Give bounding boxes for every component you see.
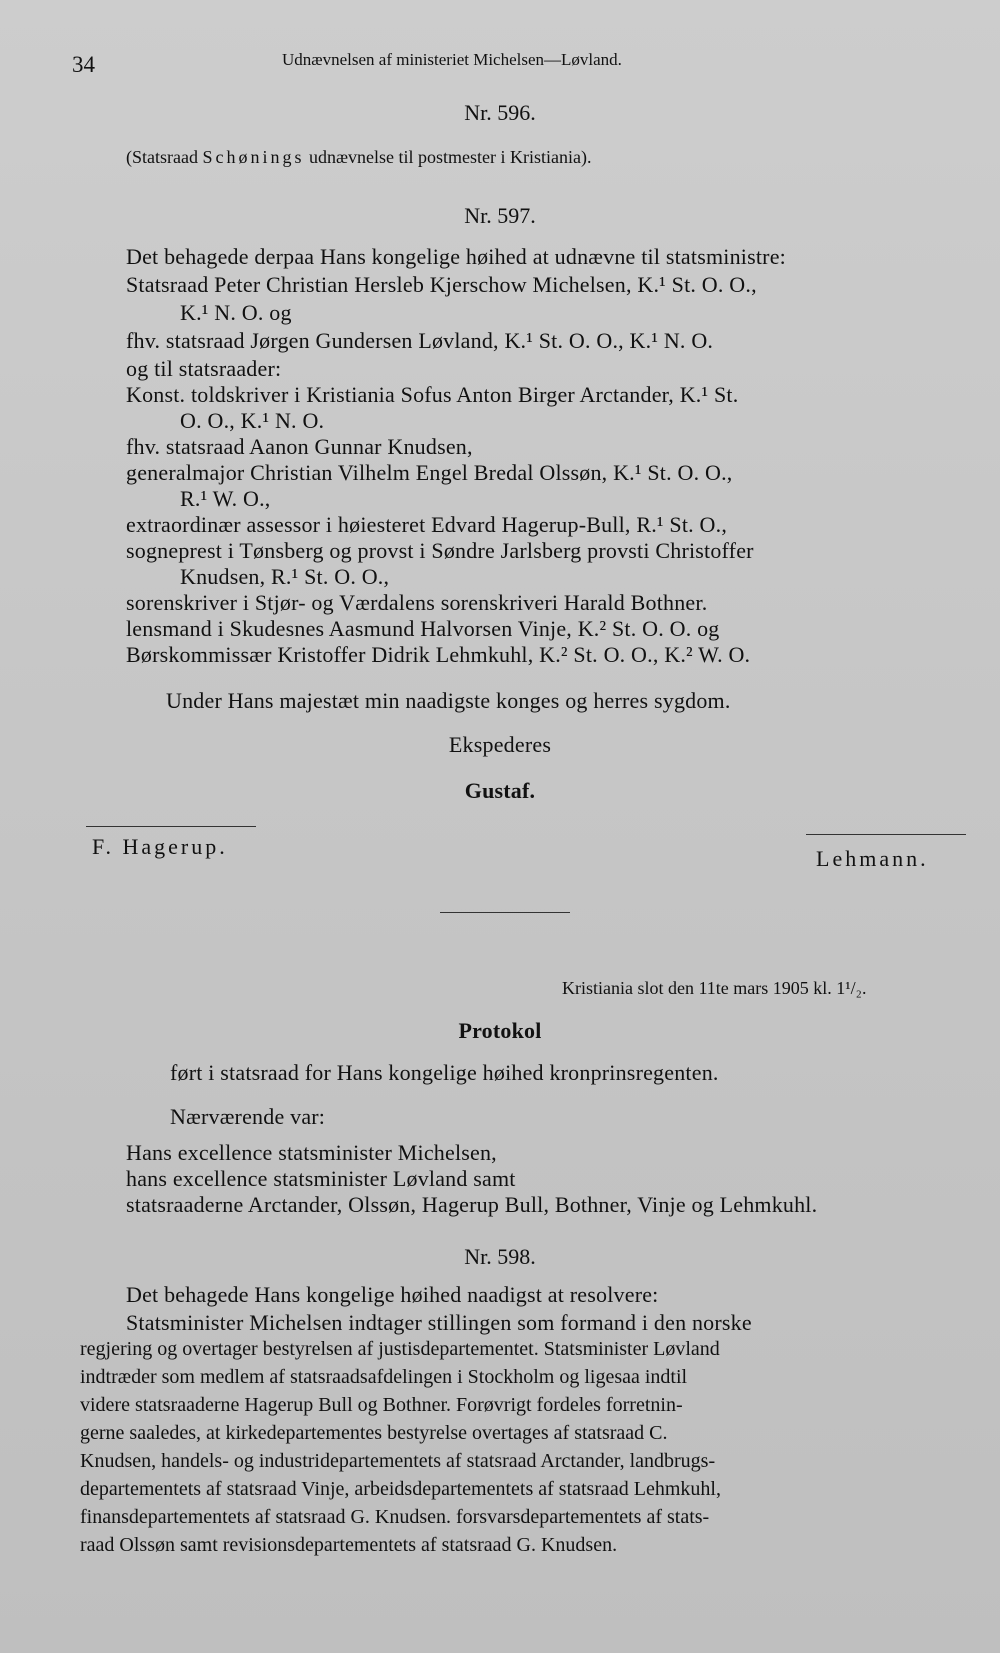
ekspederes: Ekspederes	[448, 732, 552, 757]
appointment-line: extraordinær assessor i høiesteret Edvard Hagerup-Bull, R.¹ St. O.,	[126, 512, 728, 537]
appointment-line: O. O., K.¹ N. O.	[180, 408, 325, 433]
note-596-pre: (Statsraad	[126, 147, 203, 167]
resolution-line: regjering og overtager bestyrelsen af justisdepartementet. Statsminister Løvland	[80, 1338, 720, 1360]
appointment-line: lensmand i Skudesnes Aasmund Halvorsen Vinje, K.² St. O. O. og	[126, 616, 720, 641]
note-596	[126, 147, 591, 168]
present-line: Hans excellence statsminister Michelsen,	[126, 1140, 497, 1165]
appointment-line: sogneprest i Tønsberg og provst i Søndre Jarlsberg provsti Christoffer	[126, 538, 754, 563]
appointment-line: K.¹ N. O. og	[180, 300, 292, 325]
note-596-post: udnævnelse til postmester i Kristiania).	[304, 147, 592, 167]
section-title-596: Nr. 596.	[464, 100, 536, 125]
signature-rule-left	[86, 826, 256, 827]
signature-king: Gustaf.	[464, 778, 536, 803]
appointment-line: Børskommissær Kristoffer Didrik Lehmkuhl, K.² St. O. O., K.² W. O.	[126, 642, 751, 667]
resolution-line: Statsminister Michelsen indtager stillingen som formand i den norske	[126, 1310, 752, 1335]
appointment-line: Statsraad Peter Christian Hersleb Kjerschow Michelsen, K.¹ St. O. O.,	[126, 272, 757, 297]
sickness-line: Under Hans majestæt min naadigste konges og herres sygdom.	[166, 688, 731, 713]
appointment-line: Konst. toldskriver i Kristiania Sofus Anton Birger Arctander, K.¹ St.	[126, 382, 739, 407]
resolution-line: raad Olssøn samt revisionsdepartementets af statsraad G. Knudsen.	[80, 1534, 618, 1556]
signature-right: Lehmann.	[816, 846, 929, 871]
signature-rule-right	[806, 834, 966, 835]
appointment-line: generalmajor Christian Vilhelm Engel Bredal Olssøn, K.¹ St. O. O.,	[126, 460, 733, 485]
appointment-line: R.¹ W. O.,	[180, 486, 271, 511]
note-596-name: Schønings	[202, 147, 305, 167]
resolution-line: Knudsen, handels- og industridepartementets af statsraad Arctander, landbrugs-	[80, 1450, 716, 1472]
present-line: statsraaderne Arctander, Olssøn, Hagerup Bull, Bothner, Vinje og Lehmkuhl.	[126, 1192, 818, 1217]
page-number: 34	[72, 52, 95, 77]
appointment-line: sorenskriver i Stjør- og Værdalens sorenskriveri Harald Bothner.	[126, 590, 708, 615]
place-date: Kristiania slot den 11te mars 1905 kl. 1¹/₂.	[562, 978, 867, 998]
resolution-line: Det behagede Hans kongelige høihed naadigst at resolvere:	[126, 1282, 659, 1307]
resolution-line: departementets af statsraad Vinje, arbeidsdepartementets af statsraad Lehmkuhl,	[80, 1478, 721, 1500]
present-line: hans excellence statsminister Løvland samt	[126, 1166, 516, 1191]
section-title-597: Nr. 597.	[464, 203, 536, 228]
appointment-line: Knudsen, R.¹ St. O. O.,	[180, 564, 390, 589]
appointment-line: fhv. statsraad Jørgen Gundersen Løvland, K.¹ St. O. O., K.¹ N. O.	[126, 328, 714, 353]
resolution-line: finansdepartementets af statsraad G. Knudsen. forsvarsdepartementets af stats-	[80, 1506, 710, 1528]
resolution-line: indtræder som medlem af statsraadsafdelingen i Stockholm og ligesaa indtil	[80, 1366, 688, 1388]
section-divider	[440, 912, 570, 913]
appointment-line: og til statsraader:	[126, 356, 282, 381]
section-title-598: Nr. 598.	[464, 1244, 536, 1269]
resolution-line: videre statsraaderne Hagerup Bull og Bothner. Forøvrigt fordeles forretnin-	[80, 1394, 683, 1416]
resolution-line: gerne saaledes, at kirkedepartementes bestyrelse overtages af statsraad C.	[80, 1422, 668, 1444]
present-label: Nærværende var:	[170, 1104, 326, 1129]
signature-left: F. Hagerup.	[92, 834, 228, 859]
protokol-subtitle: ført i statsraad for Hans kongelige høihed kronprinsregenten.	[170, 1060, 719, 1085]
running-title: Udnævnelsen af ministeriet Michelsen—Løvland.	[282, 50, 622, 69]
appointment-line: Det behagede derpaa Hans kongelige høihed at udnævne til statsministre:	[126, 244, 786, 269]
protokol-title: Protokol	[458, 1018, 542, 1043]
appointment-line: fhv. statsraad Aanon Gunnar Knudsen,	[126, 434, 473, 459]
